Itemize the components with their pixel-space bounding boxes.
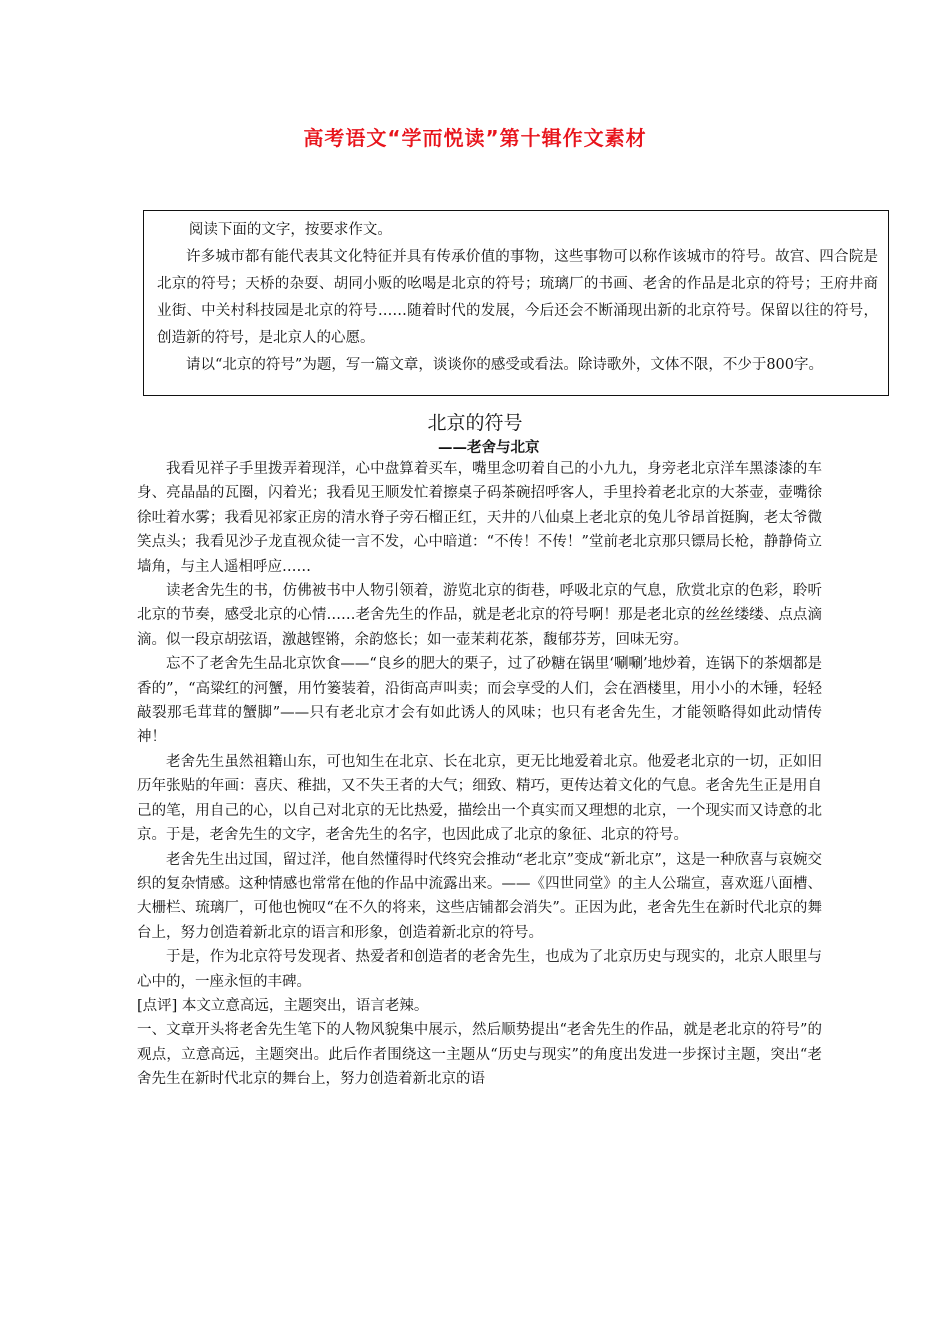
comment-point: 一、文章开头将老舍先生笔下的人物风貌集中展示，然后顺势提出“老舍先生的作品，就是老北京的符号”的观点，立意高远，主题突出。此后作者围绕这一主题从“历史与现实”的角度出发进一步探讨主题，突出“老舍先生在新时代北京的舞台上，努力创造着新北京的语 bbox=[137, 1022, 822, 1088]
comment-heading: [点评] 本文立意高远，主题突出，语言老辣。 bbox=[137, 997, 429, 1014]
essay-paragraph: 老舍先生出过国，留过洋，他自然懂得时代终究会推动“老北京”变成“新北京”，这是一种欣喜与哀婉交织的复杂情感。这种情感也常常在他的作品中流露出来。——《四世同堂》的主人公瑞宣，喜欢逛八面槽、大栅栏、琉璃厂，可他也惋叹“在不久的将来，这些店铺都会消失”。正因为此，老舍先生在新时代北京的舞台上，努力创造着新北京的语言和形象，创造着新北京的符号。 bbox=[137, 851, 822, 941]
essay-paragraph: 于是，作为北京符号发现者、热爱者和创造者的老舍先生，也成为了北京历史与现实的，北京人眼里与心中的，一座永恒的丰碑。 bbox=[137, 949, 822, 990]
prompt-intro: 阅读下面的文字，按要求作文。 bbox=[188, 222, 392, 238]
essay-paragraph: 忘不了老舍先生品北京饮食——“良乡的肥大的栗子，过了砂糖在锅里‘唰唰’地炒着，连锅下的茶烟都是香的”，“高粱红的河蟹，用竹篓装着，沿街高声叫卖；而会享受的人们，会在酒楼里，用小小的木锤，轻轻敲裂那毛茸茸的蟹脚”——只有老北京才会有如此诱人的风味；也只有老舍先生，才能领略得如此动情传神！ bbox=[137, 656, 822, 746]
essay-subtitle: ——老舍与北京 bbox=[438, 439, 540, 456]
essay-body bbox=[137, 457, 822, 1092]
essay-paragraph: 我看见祥子手里拨弄着现洋，心中盘算着买车，嘴里念叨着自己的小九九，身旁老北京洋车黑漆漆的车身、亮晶晶的瓦圈，闪着光；我看见王顺发忙着擦桌子码茶碗招呼客人，手里拎着老北京的大茶壶，壶嘴徐徐吐着水雾；我看见祁家正房的清水脊子旁石榴正红，天井的八仙桌上老北京的兔儿爷昂首挺胸，老太爷微笑点头；我看见沙子龙直视众徒一言不发，心中暗道：“不传！不传！”堂前老北京那只镖局长枪，静静倚立墙角，与主人遥相呼应…… bbox=[137, 461, 822, 575]
prompt-requirement: 请以“北京的符号”为题，写一篇文章，谈谈你的感受或看法。除诗歌外，文体不限，不少于800字。 bbox=[186, 357, 823, 373]
essay-paragraph: 老舍先生虽然祖籍山东，可也知生在北京、长在北京，更无比地爱着北京。他爱老北京的一切，正如旧历年张贴的年画：喜庆、稚拙，又不失王者的大气；细致、精巧，更传达着文化的气息。老舍先生正是用自己的笔，用自己的心，以自己对北京的无比热爱，描绘出一个真实而又理想的北京，一个现实而又诗意的北京。于是，老舍先生的文字，老舍先生的名字，也因此成了北京的象征、北京的符号。 bbox=[137, 753, 822, 844]
document-title: 高考语文“学而悦读”第十辑作文素材 bbox=[303, 126, 647, 150]
essay-title: 北京的符号 bbox=[427, 412, 523, 434]
prompt-material: 许多城市都有能代表其文化特征并具有传承价值的事物，这些事物可以称作该城市的符号。故宫、四合院是北京的符号；天桥的杂耍、胡同小贩的吆喝是北京的符号；琉璃厂的书画、老舍的作品是北京的符号；王府井商业街、中关村科技园是北京的符号……随着时代的发展，今后还会不断涌现出新的北京符号。保留以往的符号，创造新的符号，是北京人的心愿。 bbox=[157, 249, 878, 346]
essay-paragraph: 读老舍先生的书，仿佛被书中人物引领着，游览北京的街巷，呼吸北京的气息，欣赏北京的色彩，聆听北京的节奏，感受北京的心情……老舍先生的作品，就是老北京的符号啊！那是老北京的丝丝缕缕、点点滴滴。似一段京胡弦语，激越铿锵，余韵悠长；如一壶茉莉花茶，馥郁芬芳，回味无穷。 bbox=[137, 583, 822, 648]
writing-prompt-box bbox=[143, 210, 889, 396]
